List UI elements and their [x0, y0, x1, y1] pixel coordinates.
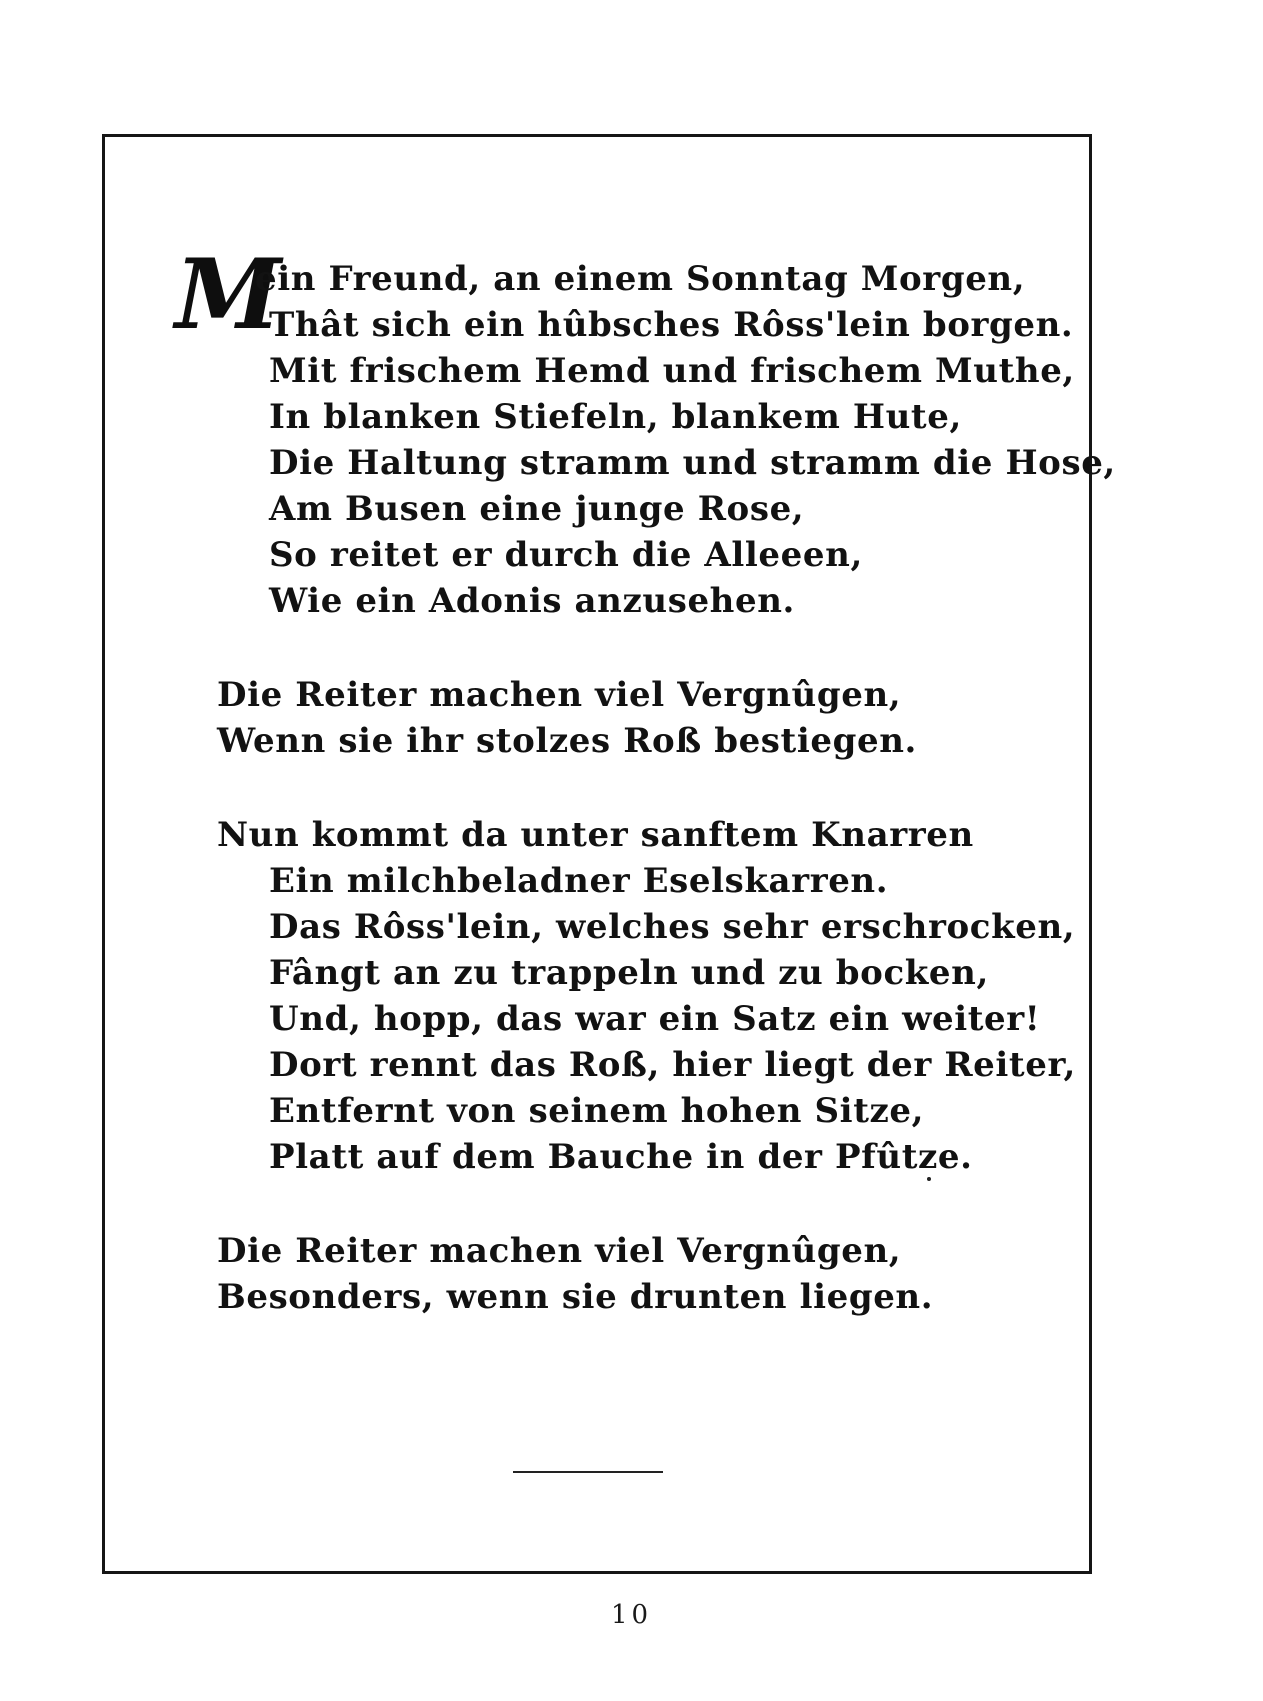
poem-line-4: In blanken Stiefeln, blankem Hute, — [269, 397, 962, 437]
refrain2-line-2: Besonders, wenn sie drunten liegen. — [217, 1277, 934, 1317]
poem-line-6: Am Busen eine junge Rose, — [269, 489, 805, 529]
closing-rule — [513, 1471, 663, 1473]
page-frame — [102, 134, 1116, 1574]
print-speck — [927, 1177, 931, 1181]
refrain1-line-1: Die Reiter machen viel Vergnûgen, — [217, 675, 902, 715]
poem-line-2: Thât sich ein hûbsches Rôss'lein borgen. — [269, 305, 1074, 345]
poem — [105, 137, 1116, 1571]
drop-cap-initial: M — [175, 238, 282, 351]
refrain1-line-2: Wenn sie ihr stolzes Roß bestiegen. — [217, 721, 917, 761]
poem-line-7: So reitet er durch die Alleeen, — [269, 535, 863, 575]
stanza2-line-7: Entfernt von seinem hohen Sitze, — [269, 1091, 925, 1131]
poem-line-1: ein Freund, an einem Sonntag Morgen, — [255, 259, 1026, 299]
stanza2-line-5: Und, hopp, das war ein Satz ein weiter! — [269, 999, 1041, 1039]
stanza2-line-8: Platt auf dem Bauche in der Pfûtze. — [269, 1137, 973, 1177]
page-number: 10 — [610, 1600, 653, 1630]
poem-line-8: Wie ein Adonis anzusehen. — [269, 581, 795, 621]
stanza2-line-4: Fângt an zu trappeln und zu bocken, — [269, 953, 989, 993]
stanza2-line-6: Dort rennt das Roß, hier liegt der Reiter, — [269, 1045, 1076, 1085]
poem-line-5: Die Haltung stramm und stramm die Hose, — [269, 443, 1116, 483]
refrain2-line-1: Die Reiter machen viel Vergnûgen, — [217, 1231, 902, 1271]
stanza2-line-3: Das Rôss'lein, welches sehr erschrocken, — [269, 907, 1076, 947]
poem-line-3: Mit frischem Hemd und frischem Muthe, — [269, 351, 1075, 391]
stanza2-line-1: Nun kommt da unter sanftem Knarren — [217, 815, 974, 855]
stanza2-line-2: Ein milchbeladner Eselskarren. — [269, 861, 889, 901]
